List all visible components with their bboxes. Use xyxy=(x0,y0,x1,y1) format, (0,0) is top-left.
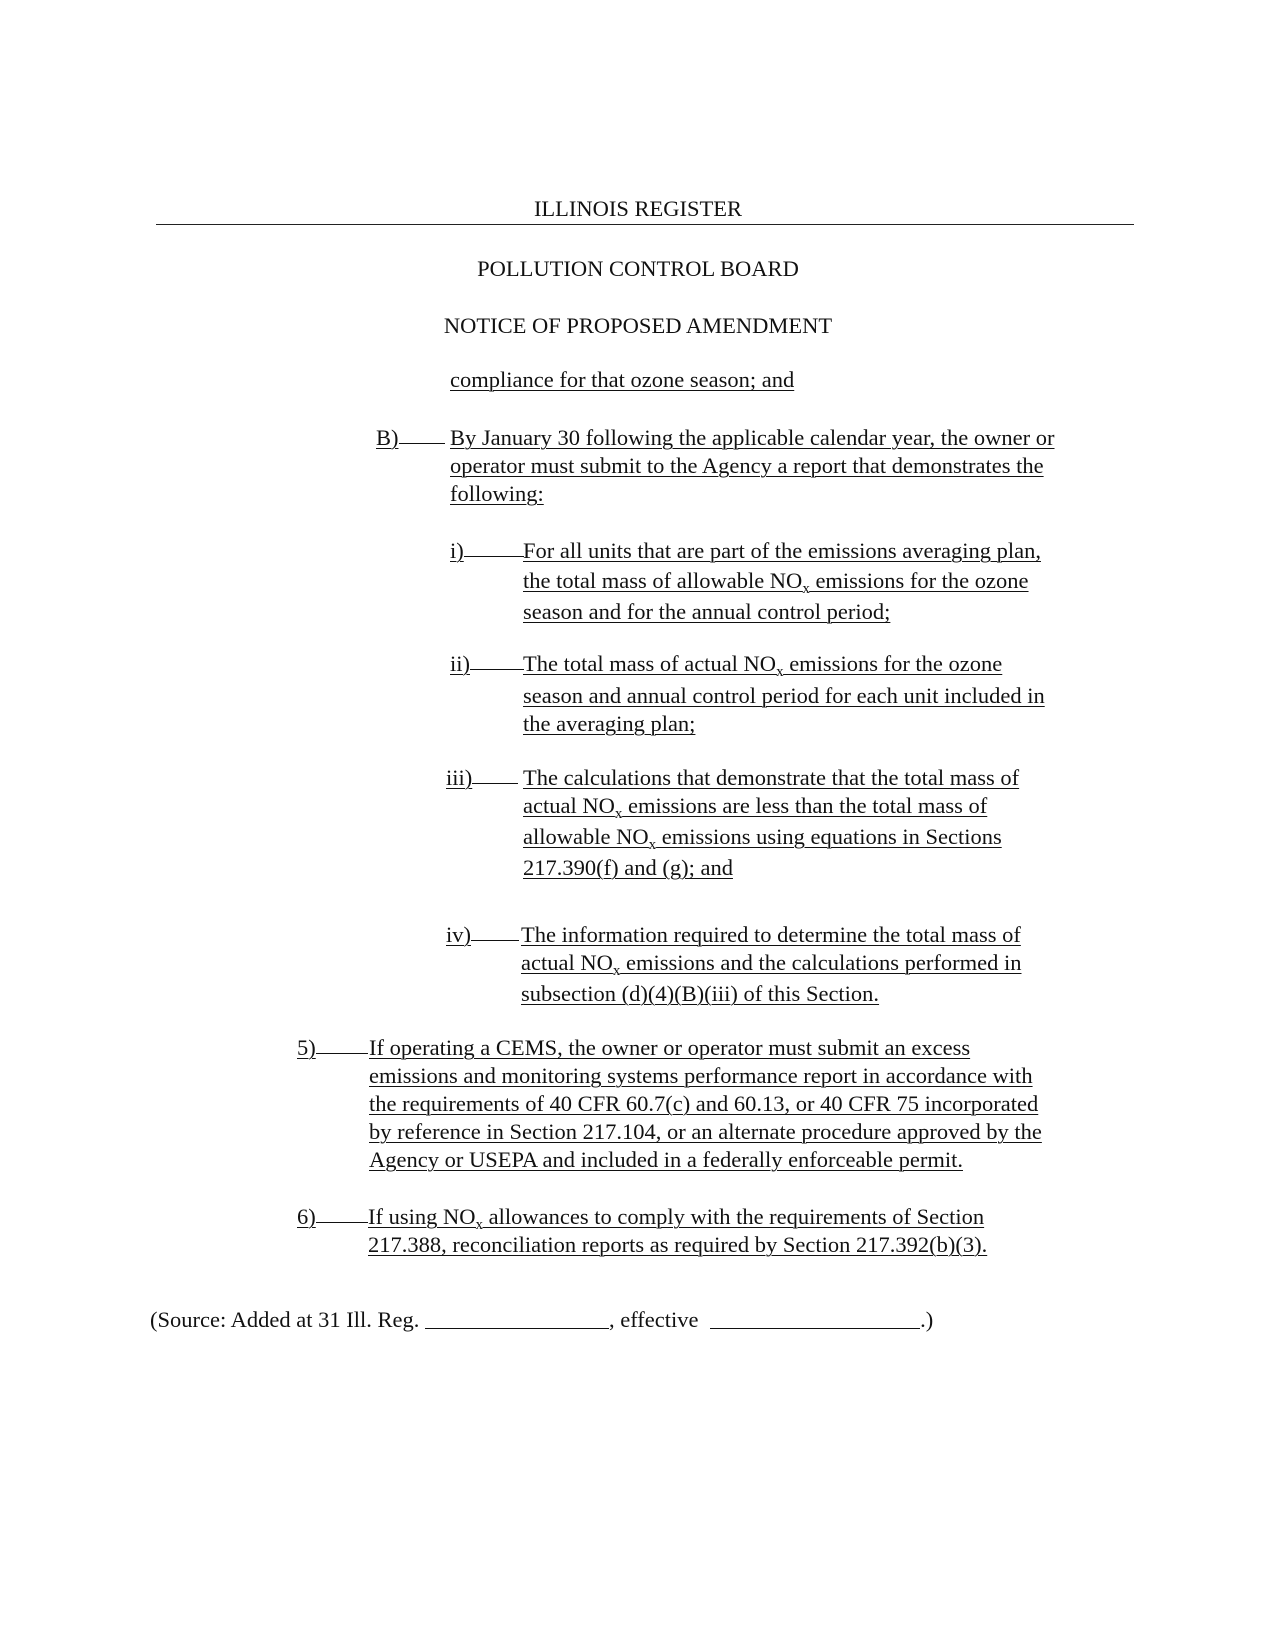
notice-title: NOTICE OF PROPOSED AMENDMENT xyxy=(443,313,833,338)
effective-blank xyxy=(710,1308,920,1329)
item-6-line1: If using $NO_x$ allowances to comply with the requirements of Section xyxy=(368,1204,985,1233)
item-5-text: If operating a CEMS, the owner or operator must submit an excess emissions and monitoring systems performance report in accordance with the requirements of 40 CFR 60.7(c) and 60.13, or 40 CFR 75 incorporated by reference in Section 217.104, or an alternate procedure approved by the Agency or USEPA and included in a federally enforceable permit. xyxy=(369,1035,1042,1172)
item-iii-line3: allowable $NO_x$ emissions using equations in Sections xyxy=(523,824,1002,853)
item-ii-text: The total mass of actual $NO_x$ emissions for the ozone season and annual control period for each unit included in the averaging plan; xyxy=(523,651,1045,736)
item-i-label: i) xyxy=(450,537,524,565)
item-i-text: For all units that are part of the emissions averaging plan, the total mass of allowable $NO_x$ emissions for the ozone season and for the annual control period; xyxy=(523,538,1041,624)
source-note: (Source: Added at 31 Ill. Reg. , effective .) xyxy=(150,1307,934,1332)
item-b-label: B) xyxy=(376,424,445,452)
item-i-line2: the total mass of allowable $NO_x$ emissions for the ozone xyxy=(523,568,1029,597)
item-iv-line2: actual $NO_x$ emissions and the calculations performed in xyxy=(521,950,1022,979)
reg-blank xyxy=(425,1308,609,1329)
item-iii-label: iii) xyxy=(446,764,518,792)
item-6-label: 6) xyxy=(297,1203,368,1231)
item-5-label: 5) xyxy=(297,1034,368,1062)
register-title: ILLINOIS REGISTER xyxy=(533,196,743,221)
item-iii-line2: actual $NO_x$ emissions are less than the total mass of xyxy=(523,793,988,822)
board-title: POLLUTION CONTROL BOARD xyxy=(477,256,799,281)
item-iv-text: The information required to determine the total mass of actual $NO_x$ emissions and the calculations performed in subsection (d)(4)(B)(iii) of this Section. xyxy=(521,922,1022,1006)
header-rule xyxy=(156,224,1134,225)
item-6-text: If using $NO_x$ allowances to comply with the requirements of Section 217.388, reconciliation reports as required by Section 217.392(b)(3). xyxy=(368,1204,988,1257)
item-ii-line1: The total mass of actual $NO_x$ emissions for the ozone xyxy=(523,651,1003,680)
item-ii-label: ii) xyxy=(450,650,524,678)
continuation-text: compliance for that ozone season; and xyxy=(450,367,795,392)
item-b-text: By January 30 following the applicable calendar year, the owner or operator must submit to the Agency a report that demonstrates the following: xyxy=(450,425,1055,506)
item-iv-label: iv) xyxy=(446,921,519,949)
item-iii-text: The calculations that demonstrate that the total mass of actual $NO_x$ emissions are less than the total mass of allowable $NO_x$ emissions using equations in Sections 217.390(f) and (g); and xyxy=(523,765,1020,880)
